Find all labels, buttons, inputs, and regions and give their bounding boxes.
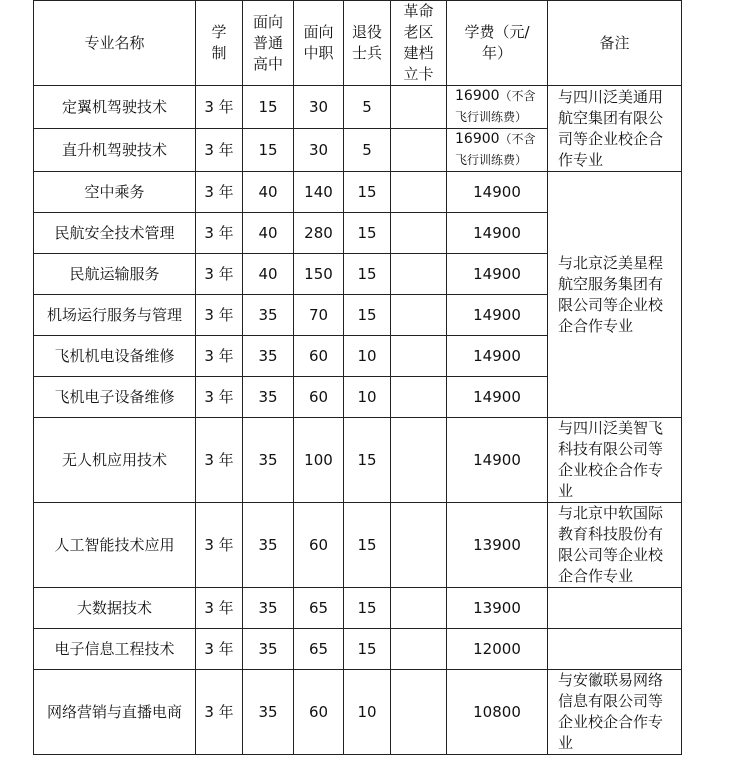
table-row [34, 172, 682, 213]
revolutionary-quota [391, 336, 447, 377]
general-hs-quota: 35 [243, 418, 294, 503]
veterans-quota: 10 [344, 670, 391, 755]
duration: 3 年 [196, 172, 243, 213]
table-row [34, 503, 682, 588]
tuition-fee: 14900 [447, 336, 548, 377]
duration: 3 年 [196, 670, 243, 755]
table-row [34, 588, 682, 629]
general-hs-quota: 40 [243, 254, 294, 295]
veterans-quota: 15 [344, 418, 391, 503]
vocational-quota: 60 [294, 503, 344, 588]
veterans-quota: 5 [344, 86, 391, 129]
revolutionary-quota [391, 172, 447, 213]
revolutionary-quota [391, 377, 447, 418]
tuition-fee: 14900 [447, 295, 548, 336]
vocational-quota: 100 [294, 418, 344, 503]
revolutionary-quota [391, 129, 447, 172]
header-general-hs: 面向普通高中 [243, 1, 294, 86]
header-fee: 学费（元/年） [447, 1, 548, 86]
general-hs-quota: 40 [243, 213, 294, 254]
header-revolutionary: 革命老区建档立卡 [391, 1, 447, 86]
remark: 与四川泛美智飞科技有限公司等企业校企合作专业 [548, 418, 682, 503]
general-hs-quota: 35 [243, 629, 294, 670]
major-name: 直升机驾驶技术 [34, 129, 196, 172]
tuition-fee: 10800 [447, 670, 548, 755]
tuition-fee: 13900 [447, 503, 548, 588]
enrollment-table [33, 0, 682, 755]
duration: 3 年 [196, 588, 243, 629]
header-veterans: 退役士兵 [344, 1, 391, 86]
vocational-quota: 30 [294, 129, 344, 172]
vocational-quota: 65 [294, 629, 344, 670]
major-name: 人工智能技术应用 [34, 503, 196, 588]
tuition-fee: 14900 [447, 377, 548, 418]
vocational-quota: 70 [294, 295, 344, 336]
vocational-quota: 65 [294, 588, 344, 629]
veterans-quota: 5 [344, 129, 391, 172]
header-duration: 学制 [196, 1, 243, 86]
general-hs-quota: 35 [243, 670, 294, 755]
duration: 3 年 [196, 129, 243, 172]
vocational-quota: 280 [294, 213, 344, 254]
veterans-quota: 15 [344, 213, 391, 254]
major-name: 电子信息工程技术 [34, 629, 196, 670]
remark: 与安徽联易网络信息有限公司等企业校企合作专业 [548, 670, 682, 755]
duration: 3 年 [196, 503, 243, 588]
veterans-quota: 15 [344, 295, 391, 336]
veterans-quota: 10 [344, 336, 391, 377]
table-row [34, 418, 682, 503]
major-name: 民航安全技术管理 [34, 213, 196, 254]
duration: 3 年 [196, 336, 243, 377]
revolutionary-quota [391, 86, 447, 129]
header-name: 专业名称 [34, 1, 196, 86]
veterans-quota: 15 [344, 172, 391, 213]
major-name: 机场运行服务与管理 [34, 295, 196, 336]
major-name: 无人机应用技术 [34, 418, 196, 503]
revolutionary-quota [391, 213, 447, 254]
revolutionary-quota [391, 254, 447, 295]
duration: 3 年 [196, 295, 243, 336]
tuition-fee: 14900 [447, 418, 548, 503]
tuition-fee: 16900（不含飞行训练费） [447, 129, 548, 172]
veterans-quota: 15 [344, 588, 391, 629]
remark: 与北京中软国际教育科技股份有限公司等企业校企合作专业 [548, 503, 682, 588]
header-vocational: 面向中职 [294, 1, 344, 86]
remark-empty [548, 588, 682, 629]
tuition-fee: 12000 [447, 629, 548, 670]
vocational-quota: 140 [294, 172, 344, 213]
revolutionary-quota [391, 503, 447, 588]
header-remark: 备注 [548, 1, 682, 86]
major-name: 定翼机驾驶技术 [34, 86, 196, 129]
tuition-fee: 16900（不含飞行训练费） [447, 86, 548, 129]
tuition-fee: 14900 [447, 213, 548, 254]
revolutionary-quota [391, 418, 447, 503]
major-name: 飞机电子设备维修 [34, 377, 196, 418]
duration: 3 年 [196, 86, 243, 129]
veterans-quota: 15 [344, 254, 391, 295]
major-name: 飞机机电设备维修 [34, 336, 196, 377]
revolutionary-quota [391, 670, 447, 755]
revolutionary-quota [391, 629, 447, 670]
vocational-quota: 150 [294, 254, 344, 295]
table-row [34, 86, 682, 129]
vocational-quota: 60 [294, 670, 344, 755]
vocational-quota: 60 [294, 336, 344, 377]
remark: 与四川泛美通用航空集团有限公司等企业校企合作专业 [548, 86, 682, 172]
major-name: 网络营销与直播电商 [34, 670, 196, 755]
veterans-quota: 15 [344, 503, 391, 588]
major-name: 民航运输服务 [34, 254, 196, 295]
table-row [34, 629, 682, 670]
vocational-quota: 30 [294, 86, 344, 129]
general-hs-quota: 35 [243, 503, 294, 588]
revolutionary-quota [391, 295, 447, 336]
tuition-fee: 13900 [447, 588, 548, 629]
vocational-quota: 60 [294, 377, 344, 418]
general-hs-quota: 35 [243, 295, 294, 336]
duration: 3 年 [196, 254, 243, 295]
veterans-quota: 10 [344, 377, 391, 418]
remark-empty [548, 629, 682, 670]
duration: 3 年 [196, 629, 243, 670]
header-row [34, 1, 682, 86]
major-name: 大数据技术 [34, 588, 196, 629]
general-hs-quota: 35 [243, 336, 294, 377]
duration: 3 年 [196, 377, 243, 418]
general-hs-quota: 35 [243, 588, 294, 629]
revolutionary-quota [391, 588, 447, 629]
general-hs-quota: 40 [243, 172, 294, 213]
general-hs-quota: 15 [243, 86, 294, 129]
tuition-fee: 14900 [447, 254, 548, 295]
veterans-quota: 15 [344, 629, 391, 670]
tuition-fee: 14900 [447, 172, 548, 213]
general-hs-quota: 35 [243, 377, 294, 418]
duration: 3 年 [196, 213, 243, 254]
major-name: 空中乘务 [34, 172, 196, 213]
duration: 3 年 [196, 418, 243, 503]
general-hs-quota: 15 [243, 129, 294, 172]
table-row [34, 670, 682, 755]
remark: 与北京泛美星程航空服务集团有限公司等企业校企合作专业 [548, 172, 682, 418]
